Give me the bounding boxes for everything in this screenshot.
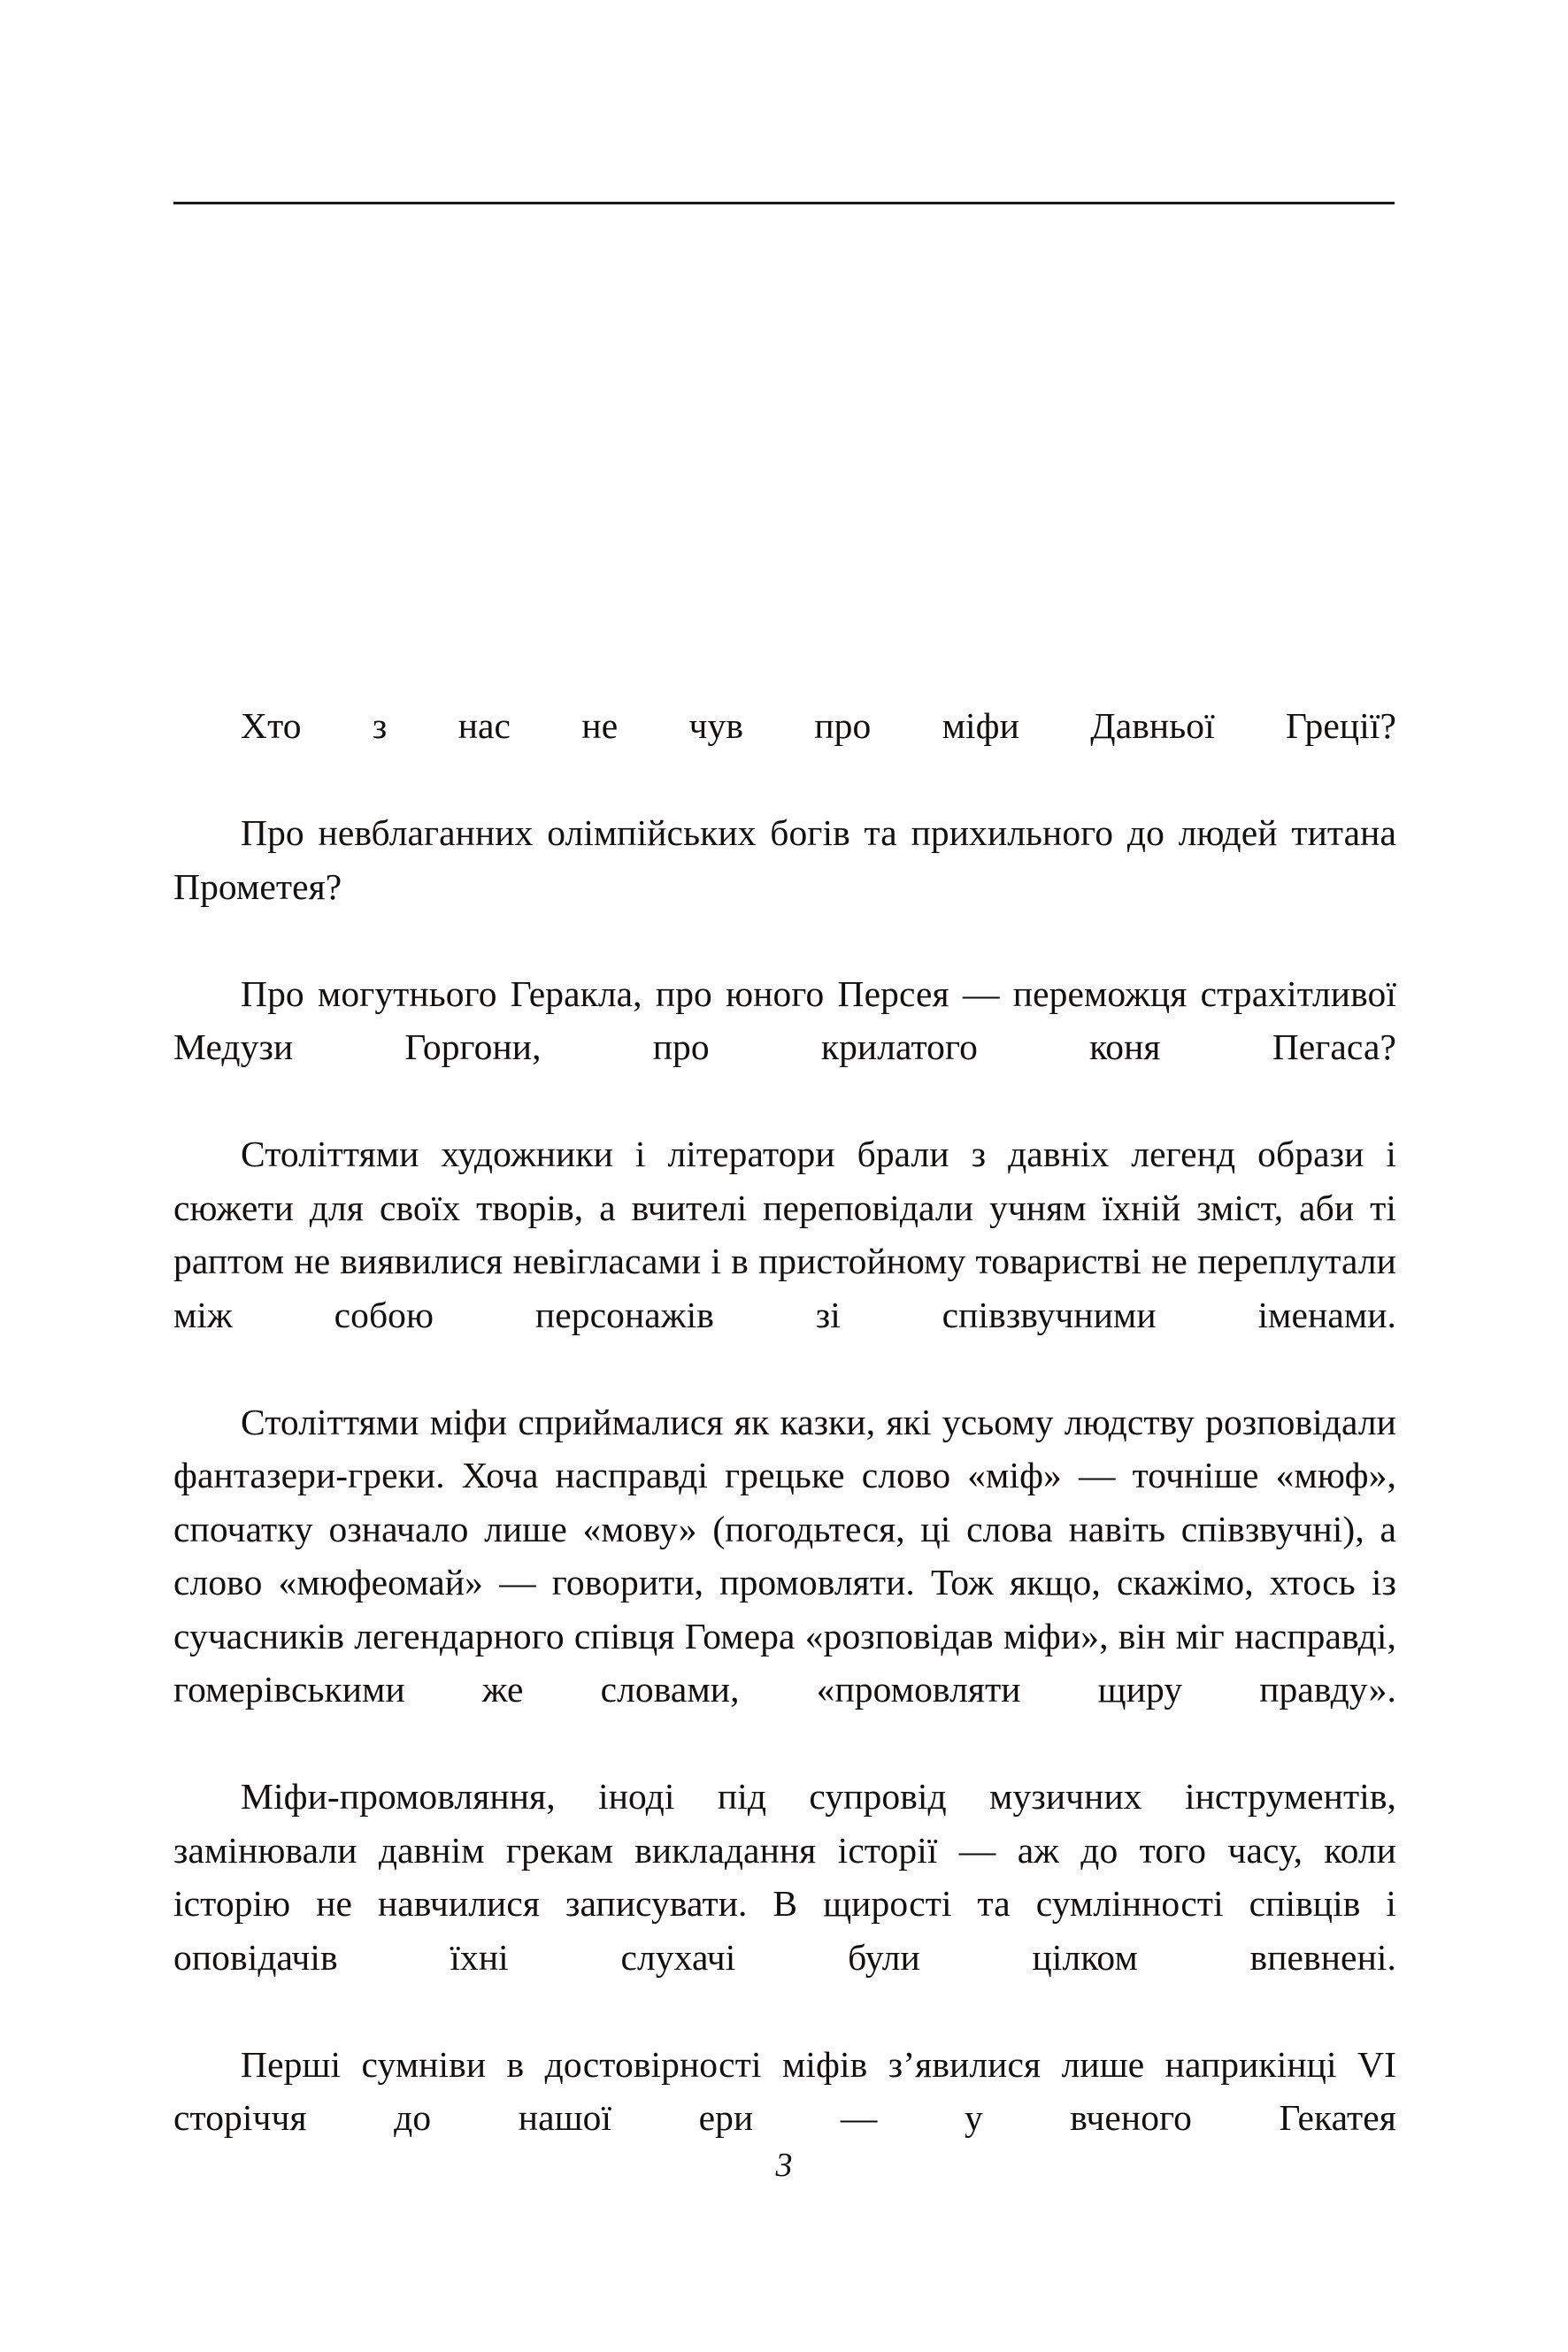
paragraph-5: Століттями міфи сприймалися як казки, які усьому людству розповідали фантазери-греки. Хоча насправді грецьке слово «міф» — точніше «мюф», спочатку означало лише «мову» (погодьтеся, ці слова навіть співзвучні), а слово «мюфеомай» — говорити, промовляти. Тож якщо, скажімо, хтось із сучасників легендарного співця Гомера «розповідав міфи», він міг насправді, гомерівськими же словами, «промовляти щиру правду». — [173, 1401, 1396, 1710]
paragraph-1: Хто з нас не чув про міфи Давньої Греції? — [241, 705, 1396, 746]
paragraph-3: Про могутнього Геракла, про юного Персея — переможця страхітливої Медузи Горгони, про крилатого коня Пегаса? — [173, 972, 1396, 1067]
page-number: 3 — [775, 2147, 793, 2184]
paragraph-2: Про невблаганних олімпійських богів та прихильного до людей титана Прометея? — [173, 812, 1396, 907]
body-text — [173, 699, 1396, 2198]
paragraph-7: Перші сумніви в достовірності міфів з’явилися лише наприкінці VI сторіччя до нашої ери — у вченого Гекатея — [173, 2043, 1396, 2138]
paragraph-6: Міфи-промовляння, іноді під супровід музичних інструментів, замінювали давнім грекам викладання історії — аж до того часу, коли історію не навчилися записувати. В щирості та сумлінності співців і оповідачів їхні слухачі були цілком впевнені. — [173, 1776, 1396, 1978]
paragraph-4: Століттями художники і літератори брали з давніх легенд образи і сюжети для своїх творів, а вчителі переповідали учням їхній зміст, аби ті раптом не виявилися невігласами і в пристойному товаристві не переплутали між собою персонажів зі співзвучними іменами. — [173, 1134, 1396, 1335]
header-rule — [173, 202, 1395, 204]
